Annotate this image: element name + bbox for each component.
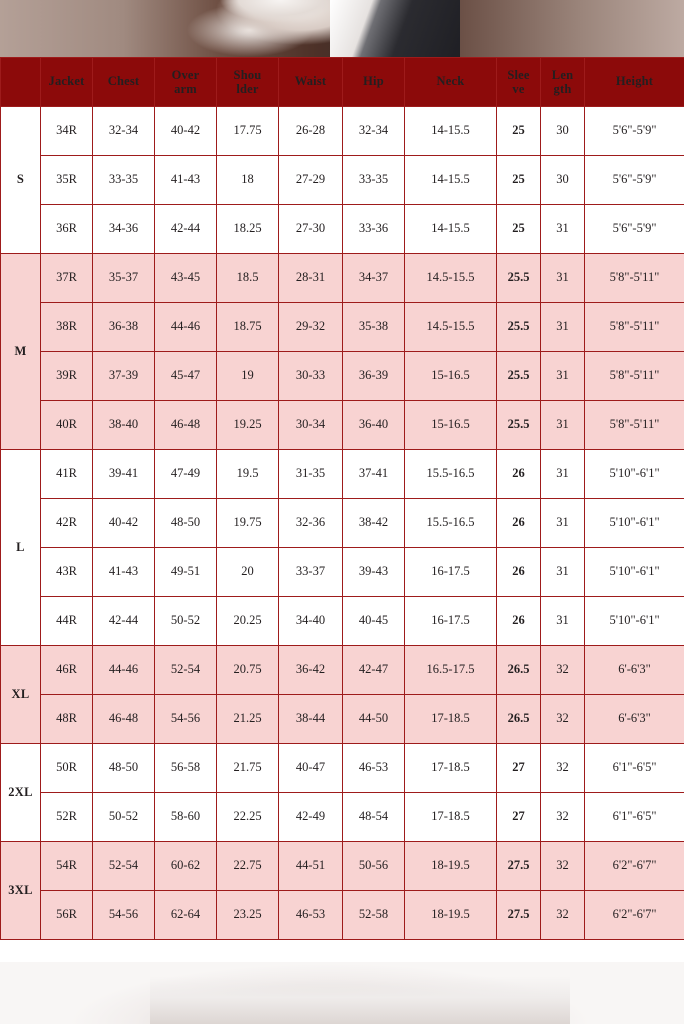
cell-neck: 17-18.5: [405, 793, 497, 842]
cell-length: 32: [541, 842, 585, 891]
cell-chest: 40-42: [93, 499, 155, 548]
cell-length: 30: [541, 107, 585, 156]
cell-jacket: 36R: [41, 205, 93, 254]
cell-neck: 14.5-15.5: [405, 254, 497, 303]
cell-hip: 50-56: [343, 842, 405, 891]
cell-sleeve: 27.5: [497, 842, 541, 891]
cell-jacket: 43R: [41, 548, 93, 597]
cell-height: 5'6"-5'9": [585, 205, 684, 254]
table-row: [1, 450, 684, 499]
cell-length: 30: [541, 156, 585, 205]
cell-neck: 16.5-17.5: [405, 646, 497, 695]
background-model-suit: [330, 0, 460, 58]
cell-overarm: 41-43: [155, 156, 217, 205]
cell-height: 5'8"-5'11": [585, 303, 684, 352]
cell-neck: 14.5-15.5: [405, 303, 497, 352]
cell-neck: 15-16.5: [405, 401, 497, 450]
cell-waist: 29-32: [279, 303, 343, 352]
cell-length: 32: [541, 793, 585, 842]
cell-jacket: 44R: [41, 597, 93, 646]
header-size-group: [1, 58, 41, 107]
header-sleeve: Slee ve: [497, 58, 541, 107]
size-group-label: 3XL: [1, 842, 41, 940]
cell-sleeve: 25: [497, 107, 541, 156]
cell-shoulder: 19.75: [217, 499, 279, 548]
cell-height: 6'2"-6'7": [585, 842, 684, 891]
cell-shoulder: 18.25: [217, 205, 279, 254]
cell-sleeve: 27: [497, 793, 541, 842]
size-chart-container: [0, 57, 684, 940]
cell-overarm: 60-62: [155, 842, 217, 891]
cell-length: 31: [541, 352, 585, 401]
table-row: [1, 548, 684, 597]
table-row: [1, 303, 684, 352]
cell-hip: 38-42: [343, 499, 405, 548]
cell-hip: 33-36: [343, 205, 405, 254]
table-row: [1, 646, 684, 695]
table-row: [1, 156, 684, 205]
cell-height: 5'10"-6'1": [585, 548, 684, 597]
cell-neck: 16-17.5: [405, 548, 497, 597]
cell-neck: 15.5-16.5: [405, 450, 497, 499]
cell-waist: 46-53: [279, 891, 343, 940]
cell-hip: 37-41: [343, 450, 405, 499]
cell-waist: 27-30: [279, 205, 343, 254]
cell-hip: 36-40: [343, 401, 405, 450]
cell-overarm: 52-54: [155, 646, 217, 695]
cell-neck: 14-15.5: [405, 156, 497, 205]
cell-height: 6'-6'3": [585, 695, 684, 744]
cell-sleeve: 26: [497, 450, 541, 499]
cell-shoulder: 22.25: [217, 793, 279, 842]
cell-overarm: 48-50: [155, 499, 217, 548]
table-header: [1, 58, 684, 107]
cell-shoulder: 18.5: [217, 254, 279, 303]
header-jacket: Jacket: [41, 58, 93, 107]
cell-height: 6'1"-6'5": [585, 744, 684, 793]
cell-sleeve: 26: [497, 499, 541, 548]
cell-shoulder: 20.75: [217, 646, 279, 695]
cell-sleeve: 25: [497, 205, 541, 254]
header-row: [1, 58, 684, 107]
cell-chest: 48-50: [93, 744, 155, 793]
cell-neck: 14-15.5: [405, 107, 497, 156]
cell-shoulder: 21.75: [217, 744, 279, 793]
cell-sleeve: 27: [497, 744, 541, 793]
cell-chest: 35-37: [93, 254, 155, 303]
cell-sleeve: 26: [497, 548, 541, 597]
cell-overarm: 49-51: [155, 548, 217, 597]
cell-chest: 36-38: [93, 303, 155, 352]
cell-shoulder: 19.5: [217, 450, 279, 499]
cell-neck: 15.5-16.5: [405, 499, 497, 548]
cell-hip: 32-34: [343, 107, 405, 156]
cell-waist: 26-28: [279, 107, 343, 156]
cell-waist: 42-49: [279, 793, 343, 842]
table-row: [1, 695, 684, 744]
cell-shoulder: 22.75: [217, 842, 279, 891]
cell-shoulder: 23.25: [217, 891, 279, 940]
cell-length: 32: [541, 891, 585, 940]
header-height: Height: [585, 58, 684, 107]
cell-length: 31: [541, 303, 585, 352]
cell-neck: 16-17.5: [405, 597, 497, 646]
header-shoulder: Shou lder: [217, 58, 279, 107]
cell-chest: 39-41: [93, 450, 155, 499]
cell-hip: 33-35: [343, 156, 405, 205]
table-row: [1, 744, 684, 793]
cell-overarm: 62-64: [155, 891, 217, 940]
cell-shoulder: 19.25: [217, 401, 279, 450]
cell-overarm: 47-49: [155, 450, 217, 499]
cell-sleeve: 27.5: [497, 891, 541, 940]
cell-hip: 48-54: [343, 793, 405, 842]
cell-waist: 33-37: [279, 548, 343, 597]
cell-length: 32: [541, 744, 585, 793]
cell-jacket: 48R: [41, 695, 93, 744]
cell-overarm: 40-42: [155, 107, 217, 156]
header-waist: Waist: [279, 58, 343, 107]
cell-chest: 42-44: [93, 597, 155, 646]
cell-shoulder: 18.75: [217, 303, 279, 352]
cell-sleeve: 25.5: [497, 401, 541, 450]
cell-height: 5'8"-5'11": [585, 401, 684, 450]
table-row: [1, 842, 684, 891]
cell-chest: 33-35: [93, 156, 155, 205]
cell-waist: 38-44: [279, 695, 343, 744]
size-group-label: XL: [1, 646, 41, 744]
cell-jacket: 34R: [41, 107, 93, 156]
cell-sleeve: 26: [497, 597, 541, 646]
cell-hip: 40-45: [343, 597, 405, 646]
cell-sleeve: 25.5: [497, 303, 541, 352]
cell-hip: 46-53: [343, 744, 405, 793]
cell-shoulder: 18: [217, 156, 279, 205]
cell-waist: 36-42: [279, 646, 343, 695]
cell-jacket: 50R: [41, 744, 93, 793]
cell-jacket: 54R: [41, 842, 93, 891]
cell-jacket: 52R: [41, 793, 93, 842]
cell-overarm: 56-58: [155, 744, 217, 793]
cell-shoulder: 20.25: [217, 597, 279, 646]
table-row: [1, 597, 684, 646]
cell-chest: 50-52: [93, 793, 155, 842]
cell-overarm: 45-47: [155, 352, 217, 401]
cell-length: 31: [541, 254, 585, 303]
cell-length: 31: [541, 205, 585, 254]
table-row: [1, 401, 684, 450]
cell-overarm: 54-56: [155, 695, 217, 744]
cell-chest: 52-54: [93, 842, 155, 891]
cell-length: 32: [541, 695, 585, 744]
cell-waist: 34-40: [279, 597, 343, 646]
cell-hip: 36-39: [343, 352, 405, 401]
cell-neck: 15-16.5: [405, 352, 497, 401]
cell-height: 5'10"-6'1": [585, 597, 684, 646]
cell-jacket: 35R: [41, 156, 93, 205]
cell-length: 31: [541, 548, 585, 597]
cell-shoulder: 17.75: [217, 107, 279, 156]
cell-overarm: 46-48: [155, 401, 217, 450]
background-model-shirt: [150, 976, 570, 1024]
cell-height: 6'-6'3": [585, 646, 684, 695]
cell-neck: 18-19.5: [405, 891, 497, 940]
table-row: [1, 793, 684, 842]
header-chest: Chest: [93, 58, 155, 107]
cell-length: 31: [541, 597, 585, 646]
header-hip: Hip: [343, 58, 405, 107]
cell-chest: 38-40: [93, 401, 155, 450]
cell-hip: 35-38: [343, 303, 405, 352]
cell-neck: 18-19.5: [405, 842, 497, 891]
cell-overarm: 50-52: [155, 597, 217, 646]
cell-jacket: 38R: [41, 303, 93, 352]
cell-sleeve: 25.5: [497, 254, 541, 303]
cell-chest: 32-34: [93, 107, 155, 156]
cell-overarm: 42-44: [155, 205, 217, 254]
cell-chest: 54-56: [93, 891, 155, 940]
cell-chest: 46-48: [93, 695, 155, 744]
cell-jacket: 56R: [41, 891, 93, 940]
cell-jacket: 46R: [41, 646, 93, 695]
background-bottom-model: [0, 962, 684, 1024]
table-body: [1, 107, 684, 940]
cell-shoulder: 21.25: [217, 695, 279, 744]
cell-height: 5'8"-5'11": [585, 254, 684, 303]
header-length: Len gth: [541, 58, 585, 107]
cell-sleeve: 25: [497, 156, 541, 205]
cell-hip: 34-37: [343, 254, 405, 303]
size-group-label: L: [1, 450, 41, 646]
cell-neck: 17-18.5: [405, 695, 497, 744]
table-row: [1, 205, 684, 254]
cell-length: 32: [541, 646, 585, 695]
cell-height: 5'10"-6'1": [585, 450, 684, 499]
cell-sleeve: 26.5: [497, 695, 541, 744]
cell-overarm: 44-46: [155, 303, 217, 352]
cell-waist: 44-51: [279, 842, 343, 891]
cell-hip: 42-47: [343, 646, 405, 695]
cell-waist: 31-35: [279, 450, 343, 499]
cell-jacket: 39R: [41, 352, 93, 401]
cell-height: 6'1"-6'5": [585, 793, 684, 842]
header-over-arm: Over arm: [155, 58, 217, 107]
cell-waist: 27-29: [279, 156, 343, 205]
cell-waist: 30-34: [279, 401, 343, 450]
cell-neck: 17-18.5: [405, 744, 497, 793]
cell-height: 6'2"-6'7": [585, 891, 684, 940]
cell-length: 31: [541, 499, 585, 548]
table-row: [1, 254, 684, 303]
size-group-label: 2XL: [1, 744, 41, 842]
cell-length: 31: [541, 450, 585, 499]
table-row: [1, 499, 684, 548]
cell-shoulder: 20: [217, 548, 279, 597]
cell-sleeve: 25.5: [497, 352, 541, 401]
cell-waist: 40-47: [279, 744, 343, 793]
cell-height: 5'6"-5'9": [585, 156, 684, 205]
cell-neck: 14-15.5: [405, 205, 497, 254]
cell-hip: 44-50: [343, 695, 405, 744]
cell-height: 5'10"-6'1": [585, 499, 684, 548]
cell-waist: 28-31: [279, 254, 343, 303]
cell-chest: 41-43: [93, 548, 155, 597]
cell-length: 31: [541, 401, 585, 450]
cell-jacket: 40R: [41, 401, 93, 450]
size-chart-table: [0, 57, 684, 940]
cell-jacket: 37R: [41, 254, 93, 303]
cell-jacket: 41R: [41, 450, 93, 499]
cell-jacket: 42R: [41, 499, 93, 548]
cell-waist: 30-33: [279, 352, 343, 401]
cell-waist: 32-36: [279, 499, 343, 548]
cell-overarm: 58-60: [155, 793, 217, 842]
table-row: [1, 107, 684, 156]
cell-chest: 44-46: [93, 646, 155, 695]
cell-chest: 34-36: [93, 205, 155, 254]
cell-shoulder: 19: [217, 352, 279, 401]
cell-height: 5'6"-5'9": [585, 107, 684, 156]
table-row: [1, 891, 684, 940]
cell-overarm: 43-45: [155, 254, 217, 303]
cell-hip: 39-43: [343, 548, 405, 597]
size-group-label: S: [1, 107, 41, 254]
size-group-label: M: [1, 254, 41, 450]
cell-chest: 37-39: [93, 352, 155, 401]
header-neck: Neck: [405, 58, 497, 107]
cell-height: 5'8"-5'11": [585, 352, 684, 401]
table-row: [1, 352, 684, 401]
cell-hip: 52-58: [343, 891, 405, 940]
cell-sleeve: 26.5: [497, 646, 541, 695]
